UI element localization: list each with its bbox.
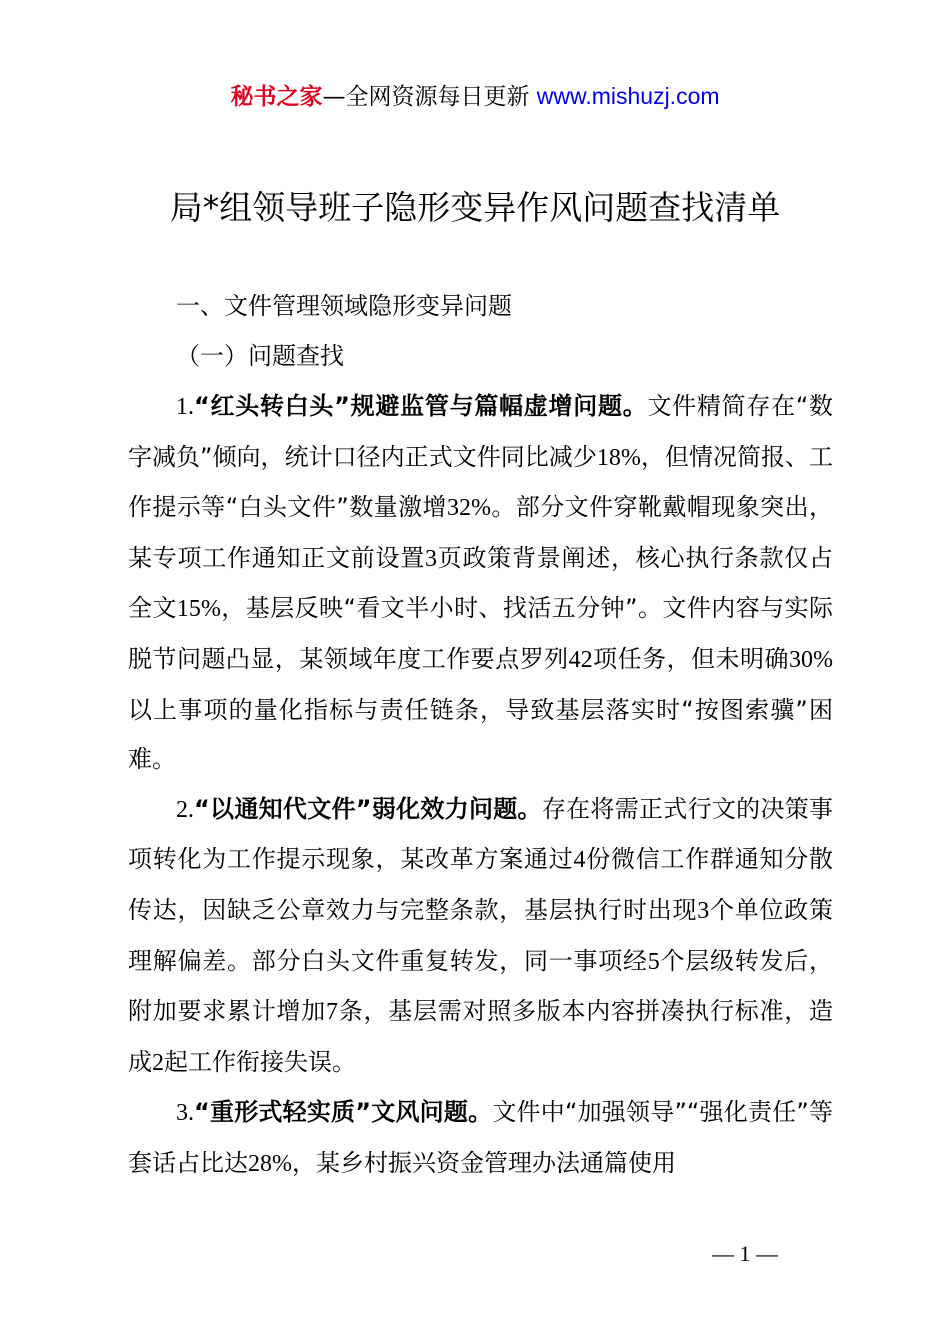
banner-brand: 秘书之家 <box>230 84 323 110</box>
document-title: 局*组领导班子隐形变异作风问题查找清单 <box>169 188 781 227</box>
item-text: 。部分文件穿靴戴帽现象突出，某专项工作通知正文前设置 <box>128 493 833 572</box>
item-number: 3. <box>176 1100 194 1127</box>
item-figure: 7 <box>326 999 338 1026</box>
item-figure: 42 <box>568 646 593 673</box>
item-title: “红头转白头”规避监管与篇幅虚增问题。 <box>194 392 648 420</box>
item-text: 存在将需正式行文的决策事项转化为工作提示现象，某改革方案通过 <box>128 794 833 874</box>
item-figure: 18% <box>596 444 641 471</box>
item-text: 以上事项的量化指标与责任链条，导致基层落实时“按图索骥”困难。 <box>128 695 833 774</box>
item-figure: 4 <box>573 847 586 874</box>
banner-tagline: —全网资源每日更新 <box>322 84 537 110</box>
item-text: 份微信工作群通知分散传达，因缺乏公章效力与完整条款，基层执行时出现 <box>128 845 833 924</box>
list-item <box>128 382 833 785</box>
list-item <box>128 785 833 1089</box>
item-text: 个单位政策理解偏差。部分白头文件重复转发，同一事项经 <box>128 895 833 975</box>
section-heading: 一、文件管理领域隐形变异问题 <box>176 292 512 320</box>
banner-url-link[interactable]: www.mishuzj.com <box>536 83 720 109</box>
item-title: “以通知代文件”弱化效力问题。 <box>194 794 542 823</box>
item-figure: 28% <box>248 1150 292 1177</box>
item-text: 文件中“加强领导”“强化责任”等套话占比达 <box>128 1098 833 1177</box>
item-figure: 30% <box>789 646 833 673</box>
item-text: ，但情况简报、工作提示等“白头文件”数量激增 <box>128 442 833 522</box>
item-text: 起工作衔接失误。 <box>164 1047 356 1076</box>
item-text: ，基层反映“看文半小时、找活五分钟”。文件内容与实际脱节问题凸显，某领域年度工作要点罗列 <box>128 594 833 673</box>
item-figure: 5 <box>647 948 660 975</box>
item-figure: 3 <box>697 897 710 924</box>
item-title: “重形式轻实质”文风问题。 <box>194 1098 493 1127</box>
item-text: 页政策背景阐述，核心执行条款仅占全文 <box>128 543 833 623</box>
item-number: 1. <box>176 394 194 420</box>
list-item <box>128 1088 833 1182</box>
item-figure: 2 <box>152 1049 164 1076</box>
page-number: — 1 — <box>712 1241 778 1266</box>
item-figure: 15% <box>176 596 221 623</box>
item-text: 文件精简存在“数字减负”倾向，统计口径内正式文件同比减少 <box>128 392 833 471</box>
document-body <box>128 282 833 1182</box>
item-text: 个层级转发后，附加要求累计增加 <box>128 946 833 1026</box>
item-text: 项任务，但未明确 <box>592 644 790 673</box>
item-number: 2. <box>176 796 194 823</box>
site-banner <box>0 80 950 113</box>
item-text: 条，基层需对照多版本内容拼凑执行标准，造成 <box>128 997 833 1076</box>
item-text: ，某乡村振兴资金管理办法通篇使用 <box>292 1148 676 1177</box>
item-figure: 32% <box>446 495 491 522</box>
subsection-heading: （一）问题查找 <box>176 342 344 370</box>
item-figure: 3 <box>425 545 437 572</box>
